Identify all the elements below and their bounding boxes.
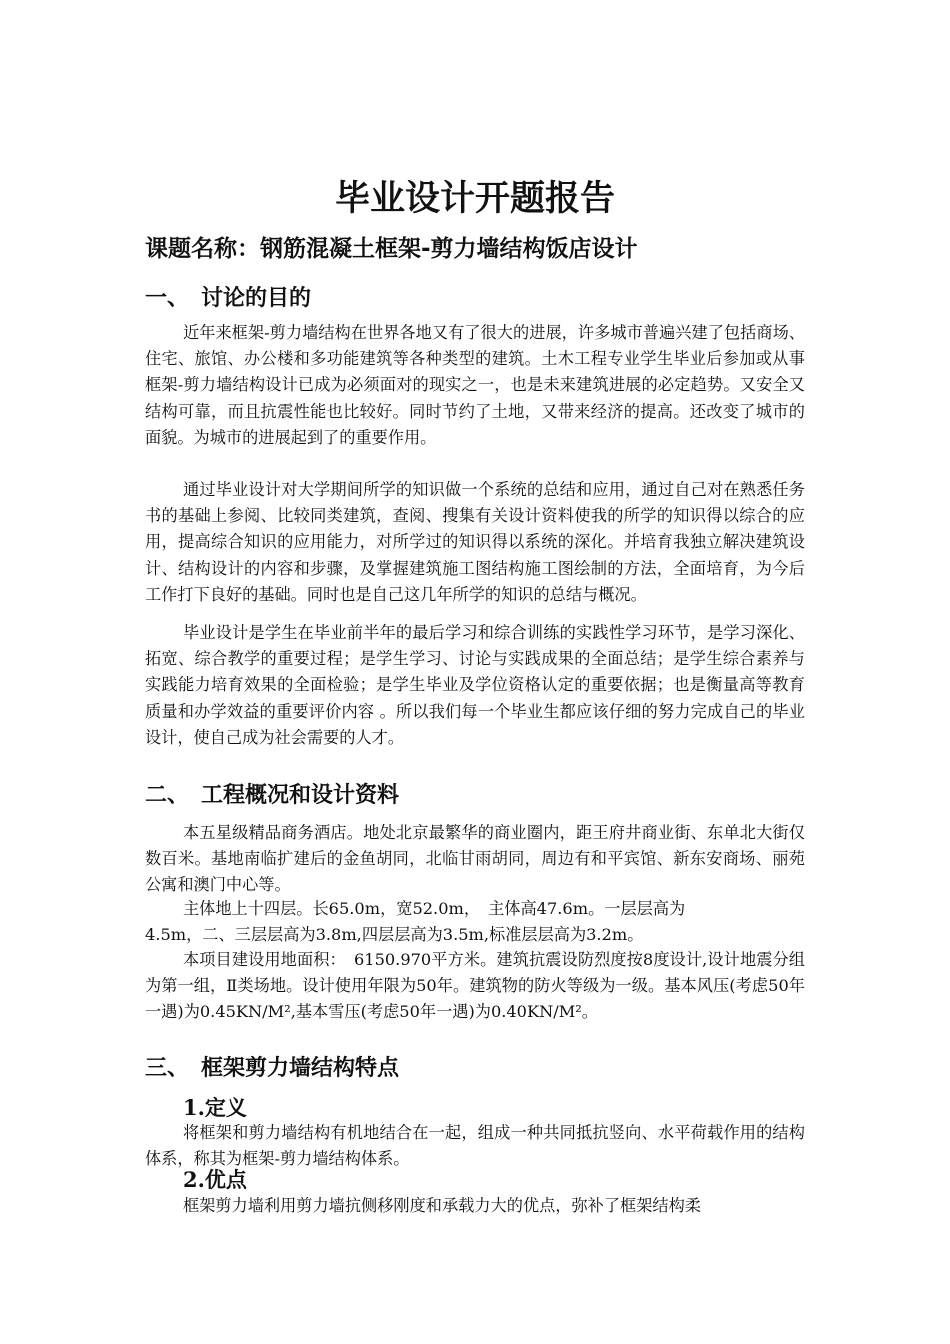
section-number: 一、 — [145, 286, 190, 311]
project-subject: 课题名称：钢筋混凝土框架-剪力墙结构饭店设计 — [145, 236, 638, 262]
subsection-heading-definition: 1.定义 — [183, 1095, 247, 1120]
section-title: 讨论的目的 — [201, 286, 312, 311]
paragraph: 本项目建设用地面积： 6150.970平方米。建筑抗震设防烈度按8度设计,设计地震分组为第一组，Ⅱ类场地。设计使用年限为50年。建筑物的防火等级为一级。基本风压(考虑50年一遇)为0.45KN/M²,基本雪压(考虑50年一遇)为0.40KN/M²。 — [145, 950, 805, 1022]
subsection-heading-advantages: 2.优点 — [183, 1167, 247, 1192]
section-title: 框架剪力墙结构特点 — [201, 1056, 400, 1081]
document-title: 毕业设计开题报告 — [334, 179, 615, 219]
section-heading-project-overview — [145, 780, 805, 812]
section-heading-purpose — [145, 283, 805, 315]
section-number: 二、 — [145, 783, 190, 808]
paragraph: 毕业设计是学生在毕业前半年的最后学习和综合训练的实践性学习环节，是学习深化、拓宽、综合教学的重要过程；是学生学习、讨论与实践成果的全面总结；是学生综合素养与实践能力培育效果的全面检验；是学生毕业及学位资格认定的重要依据；也是衡量高等教育质量和办学效益的重要评价内容 。所以我们每一个毕业生都应该仔细的努力完成自己的毕业设计，使自己成为社会需要的人才。 — [145, 623, 805, 747]
paragraph: 通过毕业设计对大学期间所学的知识做一个系统的总结和应用，通过自己对在熟悉任务书的基础上参阅、比较同类建筑，查阅、搜集有关设计资料使我的所学的知识得以综合的应用，提高综合知识的应用能力，对所学过的知识得以系统的深化。并培育我独立解决建筑设计、结构设计的内容和步骤，及掌握建筑施工图结构施工图绘制的方法，全面培育，为今后工作打下良好的基础。同时也是自己这几年所学的知识的总结与概况。 — [145, 480, 805, 604]
paragraph-continuation: 4.5m，二、三层层高为3.8m,四层层高为3.5m,标准层层高为3.2m。 — [145, 925, 644, 944]
paragraph: 将框架和剪力墙结构有机地结合在一起，组成一种共同抵抗竖向、水平荷载作用的结构体系，称其为框架-剪力墙结构体系。 — [145, 1123, 805, 1169]
section-title: 工程概况和设计资料 — [201, 783, 400, 808]
paragraph: 主体地上十四层。长65.0m，宽52.0m， 主体高47.6m。一层层高为 — [183, 899, 686, 918]
paragraph: 近年来框架-剪力墙结构在世界各地又有了很大的进展，许多城市普遍兴建了包括商场、住宅、旅馆、办公楼和多功能建筑等各种类型的建筑。土木工程专业学生毕业后参加或从事框架-剪力墙结构设计已成为必须面对的现实之一，也是未来建筑进展的必定趋势。又安全又结构可靠，而且抗震性能也比较好。同时节约了土地，又带来经济的提高。还改变了城市的面貌。为城市的进展起到了的重要作用。 — [145, 323, 805, 447]
section-number: 三、 — [145, 1056, 190, 1081]
section-heading-structure-features — [145, 1053, 805, 1085]
paragraph: 本五星级精品商务酒店。地处北京最繁华的商业圈内，距王府井商业街、东单北大街仅数百米。基地南临扩建后的金鱼胡同，北临甘雨胡同，周边有和平宾馆、新东安商场、丽苑公寓和澳门中心等。 — [145, 823, 805, 895]
document-page — [145, 0, 805, 1344]
paragraph: 框架剪力墙利用剪力墙抗侧移刚度和承载力大的优点，弥补了框架结构柔 — [183, 1196, 701, 1215]
